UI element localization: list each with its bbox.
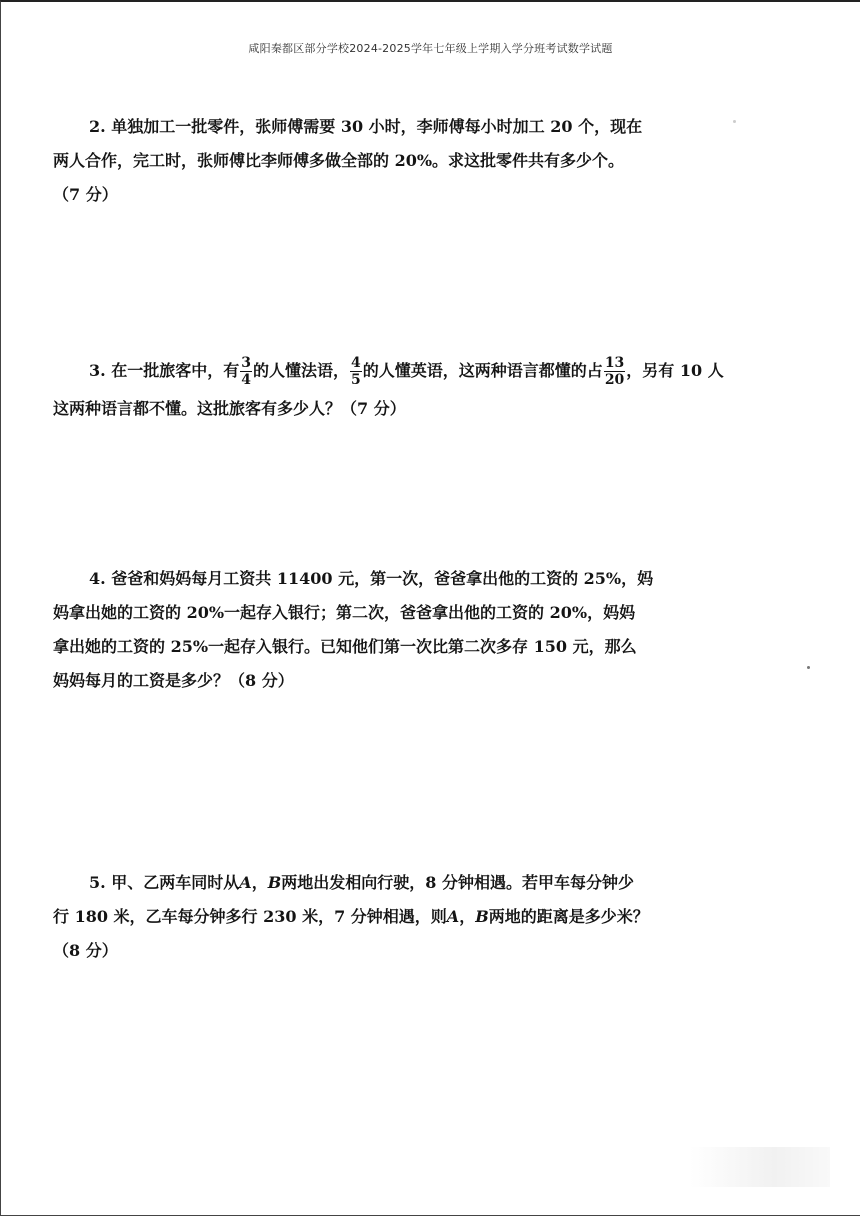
fraction-denominator: 4 bbox=[241, 372, 252, 388]
fraction-thirteen-twentieths bbox=[604, 356, 625, 387]
problem-2-line-2: 两人合作，完工时，张师傅比李师傅多做全部的 20%。求这批零件共有多少个。 bbox=[53, 151, 625, 170]
problem-5-line-2 bbox=[53, 900, 649, 934]
problem-5-text-f: 两地的距离是多少米？ bbox=[488, 907, 649, 926]
problem-4 bbox=[53, 562, 653, 698]
fraction-four-fifths bbox=[350, 356, 362, 387]
problem-2 bbox=[53, 110, 642, 212]
problem-3-text-b: 的人懂法语， bbox=[253, 361, 350, 380]
problem-2-points: （7 分） bbox=[53, 185, 118, 204]
problem-5 bbox=[53, 866, 649, 968]
problem-4-line-4: 妈妈每月的工资是多少？（8 分） bbox=[53, 671, 294, 690]
fraction-numerator: 3 bbox=[241, 355, 252, 371]
fraction-numerator: 13 bbox=[604, 355, 625, 371]
problem-5-text-e: ， bbox=[459, 907, 476, 926]
problem-5-text-a: 5. 甲、乙两车同时从 bbox=[89, 873, 240, 892]
problem-2-line-1: 2. 单独加工一批零件，张师傅需要 30 小时，李师傅每小时加工 20 个，现在 bbox=[89, 117, 643, 136]
scan-speck bbox=[733, 120, 736, 123]
problem-4-line-2: 妈拿出她的工资的 20%一起存入银行；第二次，爸爸拿出他的工资的 20%，妈妈 bbox=[53, 603, 636, 622]
fraction-three-quarters bbox=[240, 356, 252, 387]
problem-5-points: （8 分） bbox=[53, 941, 118, 960]
variable-b: B bbox=[475, 907, 489, 926]
variable-b: B bbox=[267, 873, 282, 892]
problem-5-text-b: ， bbox=[251, 873, 268, 892]
faded-watermark bbox=[690, 1147, 830, 1187]
problem-5-text-d: 行 180 米，乙车每分钟多行 230 米，7 分钟相遇，则 bbox=[53, 907, 447, 926]
problem-3-text-c: 的人懂英语，这两种语言都懂的占 bbox=[362, 361, 603, 380]
variable-a: A bbox=[446, 907, 460, 926]
problem-5-text-c: 两地出发相向行驶，8 分钟相遇。若甲车每分钟少 bbox=[281, 873, 634, 892]
variable-a: A bbox=[239, 873, 252, 892]
fraction-denominator: 5 bbox=[351, 372, 361, 388]
problem-3-text-a: 3. 在一批旅客中，有 bbox=[89, 361, 240, 380]
problem-4-line-3: 拿出她的工资的 25%一起存入银行。已知他们第一次比第二次多存 150 元，那么 bbox=[53, 637, 637, 656]
problem-3 bbox=[53, 350, 724, 426]
problem-3-line-2: 这两种语言都不懂。这批旅客有多少人？（7 分） bbox=[53, 399, 406, 418]
fraction-denominator: 20 bbox=[604, 372, 625, 388]
problem-3-text-d: ，另有 10 人 bbox=[626, 361, 724, 380]
fraction-numerator: 4 bbox=[351, 355, 361, 371]
problem-4-line-1: 4. 爸爸和妈妈每月工资共 11400 元，第一次，爸爸拿出他的工资的 25%，妈 bbox=[89, 569, 654, 588]
scan-speck bbox=[807, 666, 810, 669]
problem-5-line-1 bbox=[53, 866, 649, 900]
page-header: 咸阳秦都区部分学校2024-2025学年七年级上学期入学分班考试数学试题 bbox=[248, 42, 613, 55]
problem-3-line-1 bbox=[53, 350, 724, 392]
